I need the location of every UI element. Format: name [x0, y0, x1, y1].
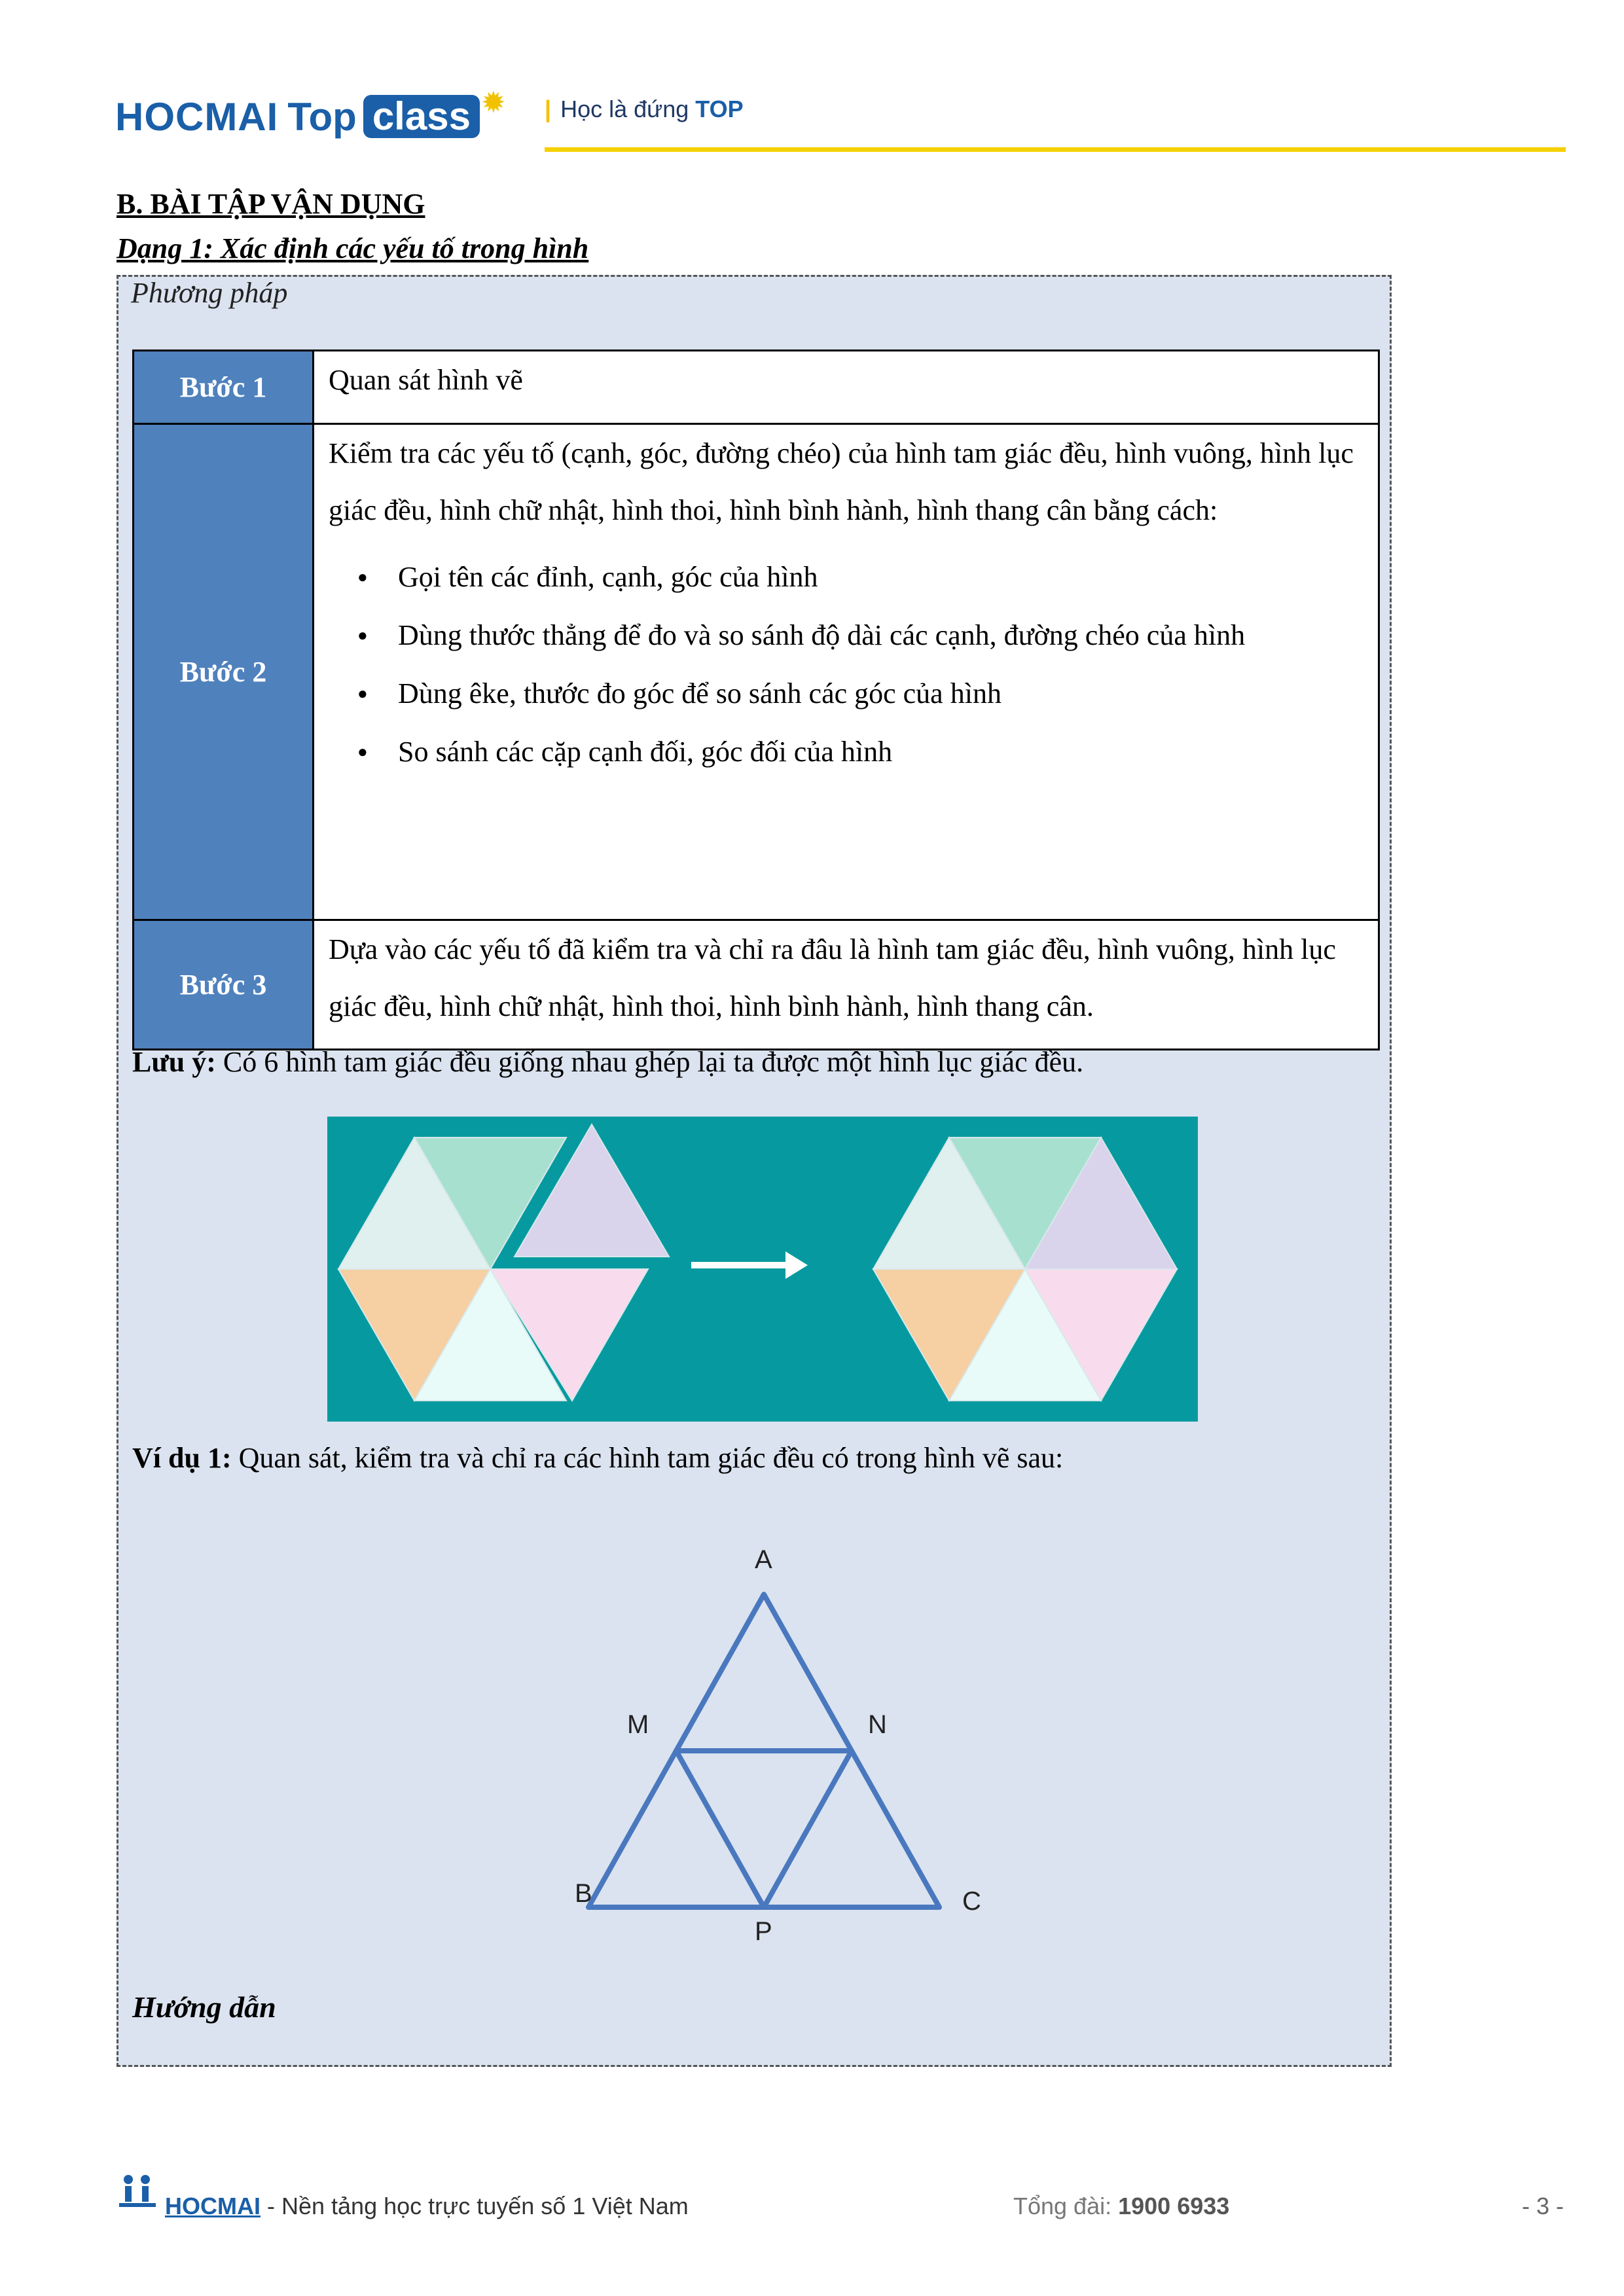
- hocmai-footer-logo-icon: [115, 2173, 160, 2211]
- type-title: Dạng 1: Xác định các yếu tố trong hình: [117, 232, 589, 264]
- list-item: ● Gọi tên các đỉnh, cạnh, góc của hình: [329, 548, 1363, 606]
- guide-heading: Hướng dẫn: [132, 1990, 276, 2024]
- list-item: ● So sánh các cặp cạnh đối, góc đối của hình: [329, 723, 1363, 781]
- step-label: Bước 3: [134, 920, 314, 1050]
- example-line: [132, 1441, 1063, 1475]
- point-label-p: P: [755, 1917, 772, 1946]
- point-label-a: A: [755, 1545, 772, 1574]
- triangle-figure: [524, 1532, 1034, 1950]
- sun-icon: ✹: [482, 88, 505, 117]
- step-text: Dựa vào các yếu tố đã kiểm tra và chỉ ra đâu là hình tam giác đều, hình vuông, hình lục giác đều, hình chữ nhật, hình thoi, hình bình hành, hình thang cân.: [314, 920, 1379, 1050]
- example-label: Ví dụ 1:: [132, 1442, 232, 1474]
- note-label: Lưu ý:: [132, 1046, 216, 1078]
- hocmai-topclass-logo: [115, 90, 504, 143]
- header-tagline: [545, 96, 744, 123]
- step-body: [314, 424, 1379, 920]
- step-text: Kiểm tra các yếu tố (cạnh, góc, đường chéo) của hình tam giác đều, hình vuông, hình lục giác đều, hình chữ nhật, hình thoi, hình bình hành, hình thang cân bằng cách:: [329, 437, 1354, 526]
- steps-table: [132, 350, 1380, 1050]
- triangle-lines: [588, 1594, 939, 1907]
- tagline-text: Học là đứng: [560, 96, 696, 122]
- logo-class-badge: class: [363, 95, 480, 138]
- page-number: - 3 -: [1522, 2193, 1564, 2219]
- point-label-m: M: [627, 1710, 649, 1739]
- method-heading: Phương pháp: [131, 277, 288, 309]
- logo-hocmai-text: HOCMAI: [115, 94, 279, 139]
- step-row: [134, 424, 1379, 920]
- list-item: ● Dùng thước thẳng để đo và so sánh độ dài các cạnh, đường chéo của hình: [329, 606, 1363, 664]
- footer-slogan: [165, 2193, 689, 2220]
- point-label-n: N: [868, 1710, 887, 1739]
- hotline-number: 1900 6933: [1118, 2193, 1230, 2219]
- bullet-list: [329, 548, 1363, 781]
- footer-slogan-text: - Nền tảng học trực tuyến số 1 Việt Nam: [261, 2193, 689, 2219]
- footer-brand-link[interactable]: HOCMAI: [165, 2193, 261, 2219]
- header-divider: [545, 147, 1566, 152]
- example-text: Quan sát, kiểm tra và chỉ ra các hình tam giác đều có trong hình vẽ sau:: [231, 1442, 1064, 1474]
- step-row: [134, 351, 1379, 424]
- point-label-c: C: [962, 1887, 981, 1916]
- hexagon-assembly-figure: [327, 1117, 1198, 1422]
- section-title: B. BÀI TẬP VẬN DỤNG: [117, 188, 425, 220]
- footer-hotline: [1013, 2193, 1229, 2220]
- note-line: [132, 1045, 1083, 1079]
- logo-top-text: Top: [287, 94, 357, 139]
- point-label-b: B: [575, 1879, 592, 1908]
- divider-bar: |: [545, 96, 552, 122]
- step-row: [134, 920, 1379, 1050]
- step-label: Bước 1: [134, 351, 314, 424]
- tagline-highlight: TOP: [695, 96, 744, 122]
- hotline-label: Tổng đài:: [1013, 2193, 1119, 2219]
- list-item: ● Dùng êke, thước đo góc để so sánh các góc của hình: [329, 664, 1363, 723]
- triangle-mnp: [676, 1751, 852, 1907]
- step-text: Quan sát hình vẽ: [314, 351, 1379, 424]
- note-text: Có 6 hình tam giác đều giống nhau ghép lại ta được một hình lục giác đều.: [215, 1046, 1084, 1078]
- step-label: Bước 2: [134, 424, 314, 920]
